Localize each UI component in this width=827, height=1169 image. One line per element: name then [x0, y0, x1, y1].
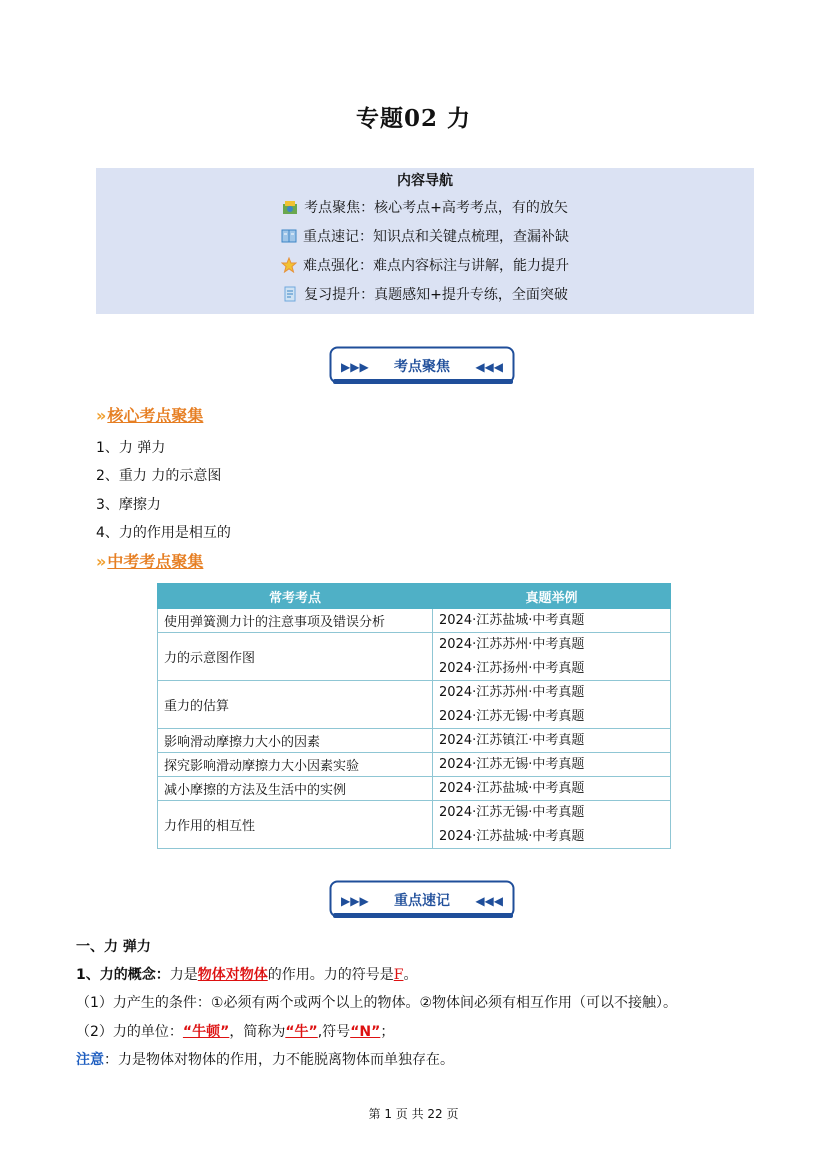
table-row	[158, 633, 671, 681]
list-item: 2、重力 力的示意图	[96, 468, 222, 484]
exam-points-heading	[96, 549, 203, 572]
topic-cell: 重力的估算	[158, 681, 433, 729]
column-header: 真题举例	[433, 584, 671, 609]
example-item: 2024·江苏盐城·中考真题	[439, 613, 585, 628]
example-item: 2024·江苏无锡·中考真题	[439, 757, 585, 772]
document-icon	[282, 286, 298, 302]
topic-cell: 影响滑动摩擦力大小的因素	[158, 729, 433, 753]
example-item: 2024·江苏苏州·中考真题	[439, 637, 585, 652]
table-row	[158, 801, 671, 849]
example-item: 2024·江苏无锡·中考真题	[439, 805, 585, 820]
heading-text: 核心考点聚集	[107, 406, 204, 425]
key-term: “牛顿”	[182, 1024, 230, 1040]
list-item: 3、摩擦力	[96, 497, 161, 513]
example-item: 2024·江苏苏州·中考真题	[439, 685, 585, 700]
list-item: 4、力的作用是相互的	[96, 525, 231, 541]
page-title: 专题02 力	[355, 105, 471, 132]
example-item: 2024·江苏扬州·中考真题	[433, 656, 670, 680]
table-row	[158, 609, 671, 633]
table-row	[158, 729, 671, 753]
exam-points-table	[157, 583, 671, 849]
table-row	[158, 777, 671, 801]
example-cell	[433, 753, 671, 777]
section-banner-focus	[329, 346, 515, 386]
concept-line	[76, 964, 417, 984]
banner-left-arrows: ▶▶▶	[341, 360, 369, 374]
topic-cell: 使用弹簧测力计的注意事项及错误分析	[158, 609, 433, 633]
nav-item-focus	[96, 197, 754, 217]
notes-icon	[281, 228, 297, 244]
column-header: 常考考点	[158, 584, 433, 609]
key-term: 物体对物体	[197, 967, 268, 983]
table-row	[158, 753, 671, 777]
topic-cell: 力的示意图作图	[158, 633, 433, 681]
text: 。	[403, 967, 418, 983]
section-banner-notes	[329, 880, 515, 920]
text: ：力是物体对物体的作用，力不能脱离物体而单独存在。	[104, 1052, 454, 1068]
section-title: 一、力 弹力	[76, 939, 151, 955]
star-icon	[281, 257, 297, 273]
heading-text: 中考考点聚集	[107, 552, 204, 571]
page-footer: 第 1 页 共 22 页	[368, 1107, 459, 1121]
text: ,符号	[317, 1024, 351, 1040]
banner-right-arrows: ◀◀◀	[475, 894, 503, 908]
example-cell	[433, 609, 671, 633]
banner-label: 考点聚焦	[394, 359, 450, 375]
nav-item-label: 复习提升：真题感知+提升专练，全面突破	[304, 287, 568, 303]
target-icon	[282, 199, 298, 215]
table-row	[158, 681, 671, 729]
core-points-heading	[96, 403, 203, 426]
example-item: 2024·江苏镇江·中考真题	[439, 733, 585, 748]
banner-left-arrows: ▶▶▶	[341, 894, 369, 908]
nav-heading: 内容导航	[397, 173, 453, 189]
key-term: F	[393, 967, 404, 983]
concept-label: 1、力的概念：	[76, 967, 170, 983]
table-header-row	[158, 584, 671, 609]
example-item: 2024·江苏无锡·中考真题	[433, 704, 670, 728]
text: ；	[380, 1024, 395, 1040]
example-cell	[433, 801, 671, 849]
nav-item-label: 难点强化：难点内容标注与讲解，能力提升	[303, 258, 569, 274]
text: 力是	[169, 967, 198, 983]
nav-item-hard	[96, 255, 754, 275]
nav-item-notes	[96, 226, 754, 246]
banner-right-arrows: ◀◀◀	[475, 360, 503, 374]
text: ，简称为	[229, 1024, 286, 1040]
example-item: 2024·江苏盐城·中考真题	[439, 781, 585, 796]
note-label: 注意	[76, 1052, 104, 1068]
text: （2）力的单位：	[76, 1024, 183, 1040]
topic-cell: 减小摩擦的方法及生活中的实例	[158, 777, 433, 801]
note-line	[76, 1049, 454, 1069]
nav-item-label: 考点聚焦：核心考点+高考考点，有的放矢	[304, 200, 568, 216]
nav-item-label: 重点速记：知识点和关键点梳理，查漏补缺	[303, 229, 569, 245]
chevron-icon: »	[96, 406, 107, 425]
example-cell	[433, 777, 671, 801]
content-navigation	[96, 168, 754, 314]
topic-cell: 探究影响滑动摩擦力大小因素实验	[158, 753, 433, 777]
unit-line	[76, 1021, 394, 1041]
key-term: “N”	[350, 1024, 381, 1040]
banner-label: 重点速记	[394, 893, 450, 909]
key-term: “牛”	[285, 1024, 318, 1040]
text: 的作用。力的符号是	[267, 967, 394, 983]
example-cell	[433, 633, 671, 681]
list-item: 1、力 弹力	[96, 440, 166, 456]
nav-item-review	[96, 284, 754, 304]
example-cell	[433, 681, 671, 729]
example-cell	[433, 729, 671, 753]
condition-line: （1）力产生的条件：①必须有两个或两个以上的物体。②物体间必须有相互作用（可以不接触）。	[76, 995, 678, 1011]
chevron-icon: »	[96, 552, 107, 571]
example-item: 2024·江苏盐城·中考真题	[433, 824, 670, 848]
topic-cell: 力作用的相互性	[158, 801, 433, 849]
